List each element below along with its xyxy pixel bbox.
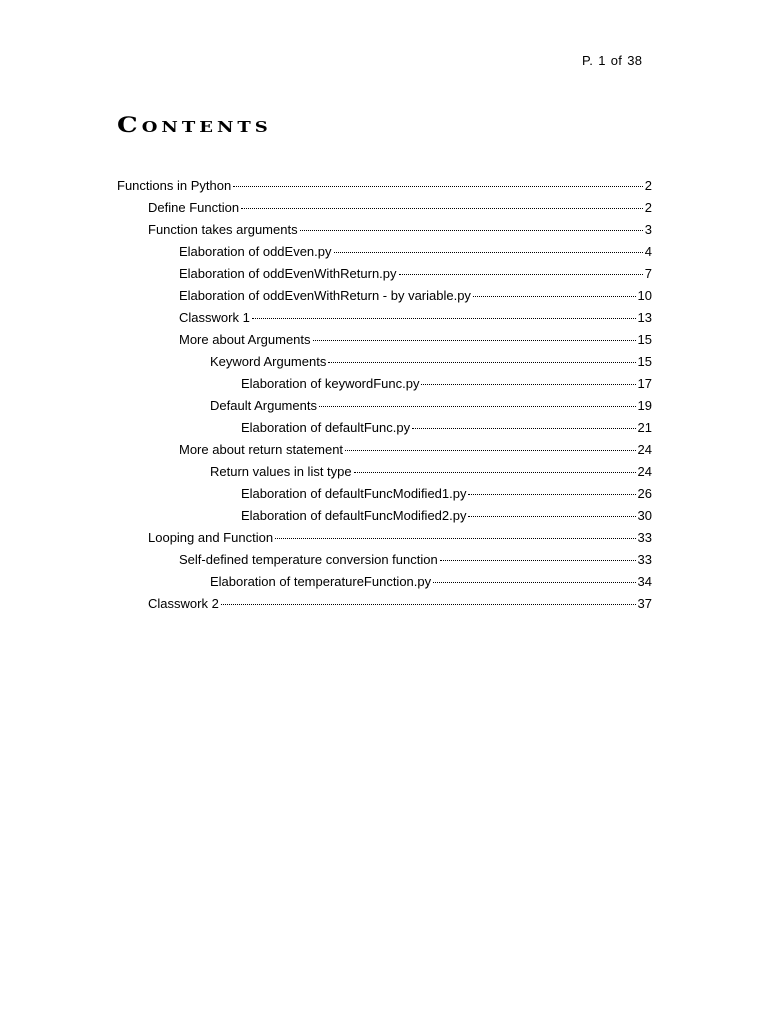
toc-entry-label[interactable]: Elaboration of temperatureFunction.py [210, 574, 432, 589]
toc-entry[interactable] [117, 528, 652, 550]
toc-entry-label[interactable]: Elaboration of defaultFuncModified2.py [241, 508, 467, 523]
toc-entry-label[interactable]: Elaboration of defaultFuncModified1.py [241, 486, 467, 501]
toc-entry-page[interactable]: 24 [637, 464, 652, 479]
toc-entry-label[interactable]: Self-defined temperature conversion function [179, 552, 438, 567]
toc-entry[interactable] [117, 220, 652, 242]
toc-entry-label[interactable]: Classwork 1 [179, 310, 250, 325]
toc-entry[interactable] [117, 440, 652, 462]
toc-entry-label[interactable]: Functions in Python [117, 178, 232, 193]
toc-entry[interactable] [117, 484, 652, 506]
toc-entry-page[interactable]: 19 [637, 398, 652, 413]
toc-entry-label[interactable]: Elaboration of defaultFunc.py [241, 420, 411, 435]
toc-entry-label[interactable]: Default Arguments [210, 398, 317, 413]
toc-entry[interactable] [117, 198, 652, 220]
total-pages: 38 [627, 53, 643, 68]
toc-entry-page[interactable]: 33 [637, 552, 652, 567]
toc-entry[interactable] [117, 462, 652, 484]
dot-leader [328, 361, 635, 363]
toc-entry-label[interactable]: More about Arguments [179, 332, 311, 347]
toc-entry[interactable] [117, 418, 652, 440]
toc-entry-page[interactable]: 2 [644, 178, 652, 193]
toc-entry-label[interactable]: Elaboration of oddEven.py [179, 244, 332, 259]
toc-entry[interactable] [117, 374, 652, 396]
toc-entry-page[interactable]: 30 [637, 508, 652, 523]
toc-entry-label[interactable]: Function takes arguments [148, 222, 298, 237]
dot-leader [233, 185, 643, 187]
toc-entry[interactable] [117, 242, 652, 264]
toc-entry-page[interactable]: 21 [637, 420, 652, 435]
dot-leader [440, 559, 636, 561]
toc-entry[interactable] [117, 572, 652, 594]
current-page: 1 [598, 53, 606, 68]
toc-entry-page[interactable]: 26 [637, 486, 652, 501]
toc-entry-page[interactable]: 34 [637, 574, 652, 589]
toc-entry[interactable] [117, 396, 652, 418]
of-label: of [610, 53, 623, 68]
toc-entry-label[interactable]: Elaboration of oddEvenWithReturn.py [179, 266, 397, 281]
toc-entry-page[interactable]: 33 [637, 530, 652, 545]
page-prefix: P. [582, 53, 594, 68]
dot-leader [221, 603, 636, 605]
toc-entry-page[interactable]: 24 [637, 442, 652, 457]
dot-leader [313, 339, 636, 341]
dot-leader [412, 427, 635, 429]
toc-entry-page[interactable]: 13 [637, 310, 652, 325]
dot-leader [468, 515, 635, 517]
toc-entry-page[interactable]: 17 [637, 376, 652, 391]
toc-entry-label[interactable]: Define Function [148, 200, 240, 215]
dot-leader [334, 251, 643, 253]
dot-leader [319, 405, 636, 407]
dot-leader [354, 471, 636, 473]
toc-entry[interactable] [117, 594, 652, 616]
dot-leader [473, 295, 636, 297]
toc-entry-label[interactable]: More about return statement [179, 442, 344, 457]
toc-list [117, 176, 652, 616]
dot-leader [300, 229, 643, 231]
toc-entry-label[interactable]: Keyword Arguments [210, 354, 327, 369]
toc-entry[interactable] [117, 176, 652, 198]
toc-entry[interactable] [117, 550, 652, 572]
toc-entry-page[interactable]: 37 [637, 596, 652, 611]
toc-entry-label[interactable]: Classwork 2 [148, 596, 219, 611]
dot-leader [399, 273, 643, 275]
toc-entry[interactable] [117, 506, 652, 528]
toc-title: Contents [117, 113, 272, 138]
toc-entry-label[interactable]: Elaboration of keywordFunc.py [241, 376, 420, 391]
toc-entry-page[interactable]: 15 [637, 354, 652, 369]
dot-leader [252, 317, 636, 319]
dot-leader [345, 449, 636, 451]
toc-entry[interactable] [117, 308, 652, 330]
page-number [582, 53, 647, 68]
dot-leader [468, 493, 635, 495]
dot-leader [275, 537, 635, 539]
toc-entry-page[interactable]: 15 [637, 332, 652, 347]
toc-entry[interactable] [117, 286, 652, 308]
toc-entry-page[interactable]: 7 [644, 266, 652, 281]
toc-entry-page[interactable]: 3 [644, 222, 652, 237]
toc-entry-label[interactable]: Looping and Function [148, 530, 274, 545]
toc-entry-page[interactable]: 4 [644, 244, 652, 259]
toc-entry-page[interactable]: 10 [637, 288, 652, 303]
toc-entry-label[interactable]: Elaboration of oddEvenWithReturn - by variable.py [179, 288, 471, 303]
toc-entry-page[interactable]: 2 [644, 200, 652, 215]
toc-entry[interactable] [117, 330, 652, 352]
toc-entry-label[interactable]: Return values in list type [210, 464, 352, 479]
dot-leader [421, 383, 635, 385]
dot-leader [241, 207, 643, 209]
dot-leader [433, 581, 635, 583]
toc-entry[interactable] [117, 264, 652, 286]
toc-entry[interactable] [117, 352, 652, 374]
